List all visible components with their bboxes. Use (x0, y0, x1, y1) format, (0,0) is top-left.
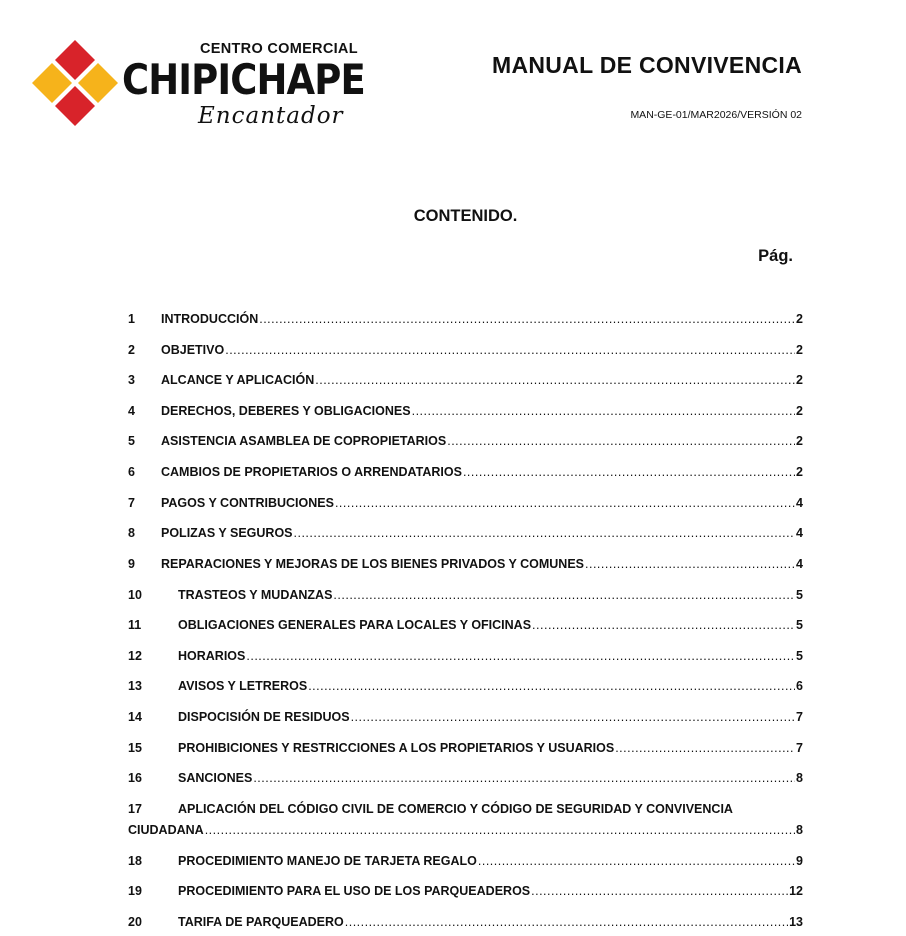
document-code: MAN-GE-01/MAR2026/VERSIÓN 02 (630, 109, 802, 121)
toc-entry-page: 2 (796, 312, 803, 326)
toc-entry-label: DERECHOS, DEBERES Y OBLIGACIONES (161, 404, 411, 418)
toc-dot-leader (259, 312, 795, 326)
toc-entry-number: 9 (128, 557, 135, 571)
toc-entry[interactable] (128, 343, 803, 357)
toc-dot-leader (478, 854, 795, 868)
toc-entry-number: 17 (128, 802, 142, 816)
toc-entry[interactable] (128, 884, 803, 898)
toc-dot-leader (532, 618, 795, 632)
toc-dot-leader (615, 741, 795, 755)
toc-entry-continuation[interactable] (128, 823, 803, 837)
document-title: MANUAL DE CONVIVENCIA (491, 52, 802, 78)
company-logo (32, 40, 365, 130)
toc-dot-leader (246, 649, 795, 663)
toc-entry-label: INTRODUCCIÓN (161, 312, 259, 326)
logo-tagline: Encantador (198, 103, 344, 129)
toc-dot-leader (345, 915, 788, 929)
toc-dot-leader (335, 496, 795, 510)
toc-entry-label: TRASTEOS Y MUDANZAS (178, 588, 333, 602)
toc-entry[interactable] (128, 465, 803, 479)
toc-entry-label: PROHIBICIONES Y RESTRICCIONES A LOS PROPIETARIOS Y USUARIOS (178, 741, 615, 755)
toc-entry[interactable] (128, 588, 803, 602)
toc-entry-label: PROCEDIMIENTO PARA EL USO DE LOS PARQUEADEROS (178, 884, 531, 898)
toc-heading: CONTENIDO. (413, 207, 518, 225)
toc-entry-page: 2 (796, 343, 803, 357)
toc-entry[interactable] (128, 404, 803, 418)
toc-entry-label: REPARACIONES Y MEJORAS DE LOS BIENES PRIVADOS Y COMUNES (161, 557, 585, 571)
toc-entry-label: HORARIOS (178, 649, 246, 663)
toc-entry-page: 7 (796, 741, 803, 755)
toc-entry-page: 2 (796, 465, 803, 479)
toc-entry-number: 19 (128, 884, 142, 898)
toc-entry-number: 10 (128, 588, 142, 602)
toc-entry-page: 2 (796, 404, 803, 418)
toc-entry-page: 7 (796, 710, 803, 724)
logo-diamonds-icon (32, 40, 118, 126)
toc-entry-number: 1 (128, 312, 135, 326)
toc-dot-leader (463, 465, 795, 479)
toc-entry-page: 12 (789, 884, 803, 898)
toc-dot-leader (253, 771, 795, 785)
logo-line1: CENTRO COMERCIAL (200, 41, 358, 57)
toc-entry[interactable] (128, 434, 803, 448)
toc-entry-label: ASISTENCIA ASAMBLEA DE COPROPIETARIOS (161, 434, 447, 448)
toc-entry-label: APLICACIÓN DEL CÓDIGO CIVIL DE COMERCIO Y CÓDIGO DE SEGURIDAD Y CONVIVENCIA (178, 802, 733, 816)
toc-entry-label: PAGOS Y CONTRIBUCIONES (161, 496, 334, 510)
toc-entry-number: 11 (128, 618, 142, 632)
toc-entry-number: 3 (128, 373, 135, 387)
toc-entry-label: POLIZAS Y SEGUROS (161, 526, 293, 540)
toc-entry[interactable] (128, 373, 803, 387)
toc-dot-leader (308, 679, 795, 693)
toc-entry-page: 5 (796, 649, 803, 663)
toc-dot-leader (412, 404, 795, 418)
toc-entry-number: 5 (128, 434, 135, 448)
toc-entry[interactable] (128, 496, 803, 510)
toc-entry-number: 12 (128, 649, 142, 663)
toc-entry[interactable] (128, 618, 803, 632)
toc-entry-number: 8 (128, 526, 135, 540)
toc-entry-page: 2 (796, 373, 803, 387)
toc-dot-leader (294, 526, 796, 540)
toc-entry[interactable] (128, 802, 803, 816)
toc-entry-number: 20 (128, 915, 142, 929)
toc-entry-number: 6 (128, 465, 135, 479)
toc-entry-page: 4 (796, 496, 803, 510)
toc-entry[interactable] (128, 771, 803, 785)
toc-entry-page: 5 (796, 588, 803, 602)
toc-entry[interactable] (128, 915, 803, 929)
toc-entry-label: AVISOS Y LETREROS (178, 679, 308, 693)
toc-entry[interactable] (128, 312, 803, 326)
toc-entry-number: 14 (128, 710, 142, 724)
toc-entry[interactable] (128, 526, 803, 540)
toc-entry-page: 13 (789, 915, 803, 929)
toc-entry-label: DISPOCISIÓN DE RESIDUOS (178, 710, 350, 724)
toc-entry-label: OBLIGACIONES GENERALES PARA LOCALES Y OFICINAS (178, 618, 532, 632)
toc-entry[interactable] (128, 710, 803, 724)
toc-dot-leader (315, 373, 795, 387)
toc-dot-leader (585, 557, 795, 571)
toc-entry-page: 4 (796, 526, 803, 540)
toc-entry[interactable] (128, 854, 803, 868)
toc-entry-page: 2 (796, 434, 803, 448)
toc-entry-number: 13 (128, 679, 142, 693)
toc-entry-number: 15 (128, 741, 142, 755)
toc-entry-number: 16 (128, 771, 142, 785)
toc-entry-page: 6 (796, 679, 803, 693)
toc-entry-label: SANCIONES (178, 771, 253, 785)
toc-dot-leader (447, 434, 795, 448)
toc-entry[interactable] (128, 679, 803, 693)
toc-entry-label: ALCANCE Y APLICACIÓN (161, 373, 315, 387)
toc-entry-label: CAMBIOS DE PROPIETARIOS O ARRENDATARIOS (161, 465, 462, 479)
logo-brand-name: CHIPICHAPE (122, 55, 365, 104)
toc-entry-page: 4 (796, 557, 803, 571)
toc-entry-page: 8 (796, 771, 803, 785)
toc-entry[interactable] (128, 557, 803, 571)
toc-entry-number: 18 (128, 854, 142, 868)
toc-dot-leader (205, 823, 795, 837)
toc-dot-leader (333, 588, 795, 602)
toc-entry[interactable] (128, 649, 803, 663)
toc-entry-label: PROCEDIMIENTO MANEJO DE TARJETA REGALO (178, 854, 477, 868)
toc-entry-number: 2 (128, 343, 135, 357)
toc-entry-number: 7 (128, 496, 135, 510)
toc-entry-page: 9 (796, 854, 803, 868)
toc-dot-leader (225, 343, 795, 357)
toc-dot-leader (351, 710, 795, 724)
toc-entry-label: TARIFA DE PARQUEADERO (178, 915, 344, 929)
toc-dot-leader (531, 884, 788, 898)
toc-entry-page: 8 (796, 823, 803, 837)
toc-entry-label-continuation: CIUDADANA (128, 823, 204, 837)
toc-page-label: Pág. (758, 247, 793, 265)
toc-entry-page: 5 (796, 618, 803, 632)
toc-entry-label: OBJETIVO (161, 343, 225, 357)
toc-entry-number: 4 (128, 404, 135, 418)
toc-entry[interactable] (128, 741, 803, 755)
